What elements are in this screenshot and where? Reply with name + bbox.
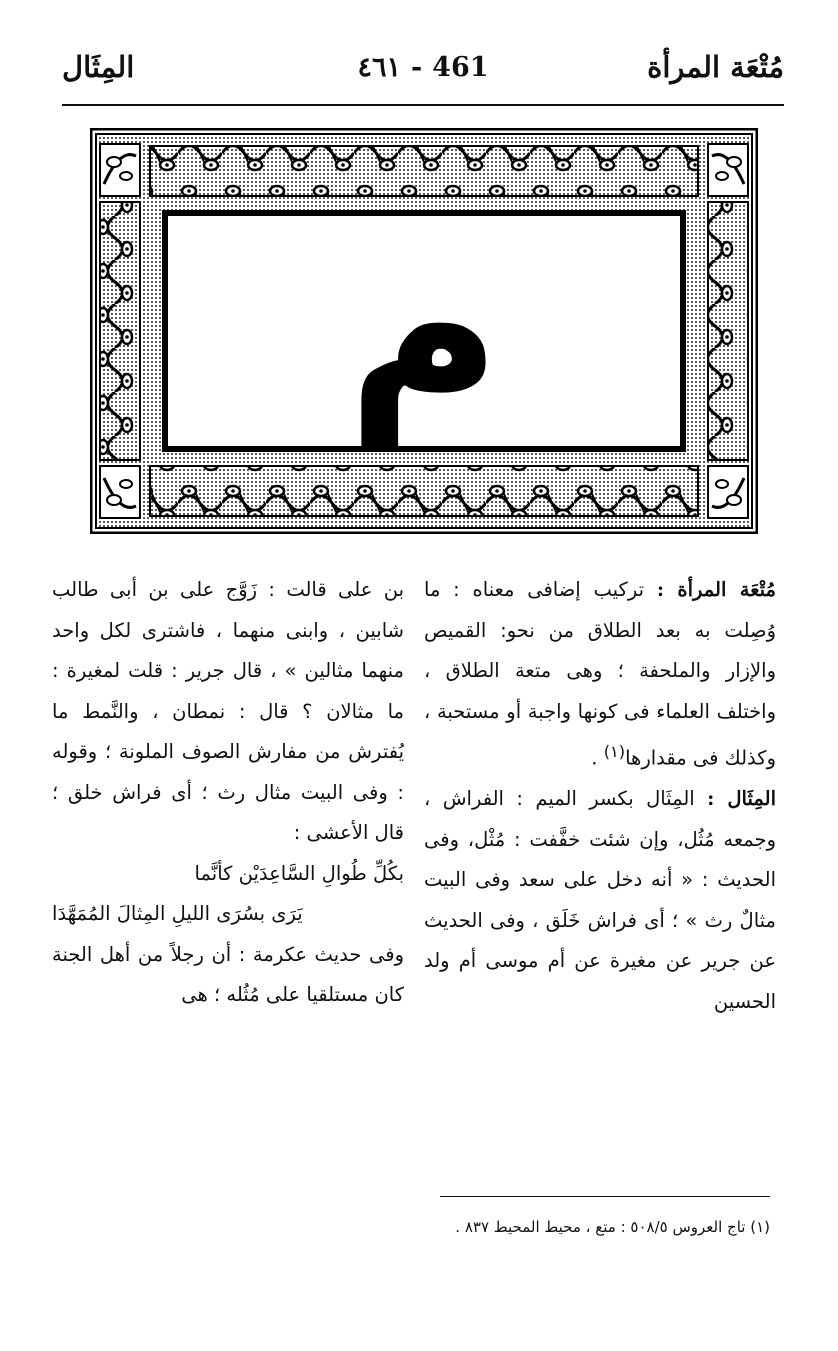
corner-ornament-icon [100, 144, 140, 196]
footnote-ref: (١) [603, 742, 626, 761]
corner-ornament-icon [708, 466, 748, 518]
footnote-rule [440, 1196, 770, 1197]
footnote: (١) تاج العروس ٥٠٨/٥ : متع ، محيط المحيط ٨٣٧ . [455, 1218, 770, 1236]
page-number-latin: 461 [432, 52, 489, 83]
running-head-left: المِثَال [62, 50, 135, 84]
entry-mutat-al-mara [424, 570, 776, 779]
page-number [62, 52, 784, 83]
body-paragraph: بن على قالت : زَوَّج على بن أبى طالب شابين ، وابنى منهما ، فاشترى لكل واحد منهما مثالين » ، قال جرير : قلت لمغيرة : ما مثالان ؟ قال : نمطان ، والنَّمط ما يُفترش من مفارش الصوف الملونة ؛ وقوله : وفى البيت مثال رث ؛ أى فراش خلق ؛ قال الأعشى : [52, 578, 404, 844]
entry-end: . [591, 746, 604, 770]
page-header [62, 50, 784, 100]
left-column [52, 570, 404, 1016]
entry-definition: تركيب إضافى معناه : ما وُصِلت به بعد الطلاق من نحو: القميص والإزار والملحفة ؛ وهى متعة الطلاق ، واختلف العلماء فى كونها واجبة أو مستحبة ، وكذلك فى مقدارها [424, 578, 776, 770]
page-number-arabic: ٤٦١ [357, 52, 401, 83]
verse-line-2: يَرَى بسُرَى الليلِ المِثالَ المُمَهَّدَا [52, 902, 303, 925]
entry-term: مُتْعَة المرأة : [656, 578, 776, 601]
running-head-right: مُتْعَة المرأة [647, 50, 784, 84]
corner-ornament-icon [708, 144, 748, 196]
verse-line-1: بكُلِّ طُوالِ السَّاعِدَيْن كأنَّما [194, 861, 404, 885]
entry-term: المِثَال : [707, 787, 776, 810]
header-rule [62, 104, 784, 106]
entry-definition: المِثَال بكسر الميم : الفراش ، وجمعه مُثُل، وإن شئت خفَّفت : مُثْل، وفى الحديث : « أنه دخل على سعد وفى البيت مثالٌ رث » ؛ أى فراش خَلَق ، وفى الحديث عن جرير عن مغيرة عن أم موسى أم ولد الحسين [424, 787, 776, 1013]
section-letter-frame [90, 128, 758, 534]
entry-al-mithal [424, 779, 776, 1022]
right-column [424, 570, 776, 1022]
body-paragraph: وفى حديث عكرمة : أن رجلاً من أهل الجنة كان مستلقيا على مُثُله ؛ هى [52, 942, 404, 1006]
section-letter: م [347, 205, 501, 450]
corner-ornament-icon [100, 466, 140, 518]
page-number-separator: - [410, 52, 423, 83]
